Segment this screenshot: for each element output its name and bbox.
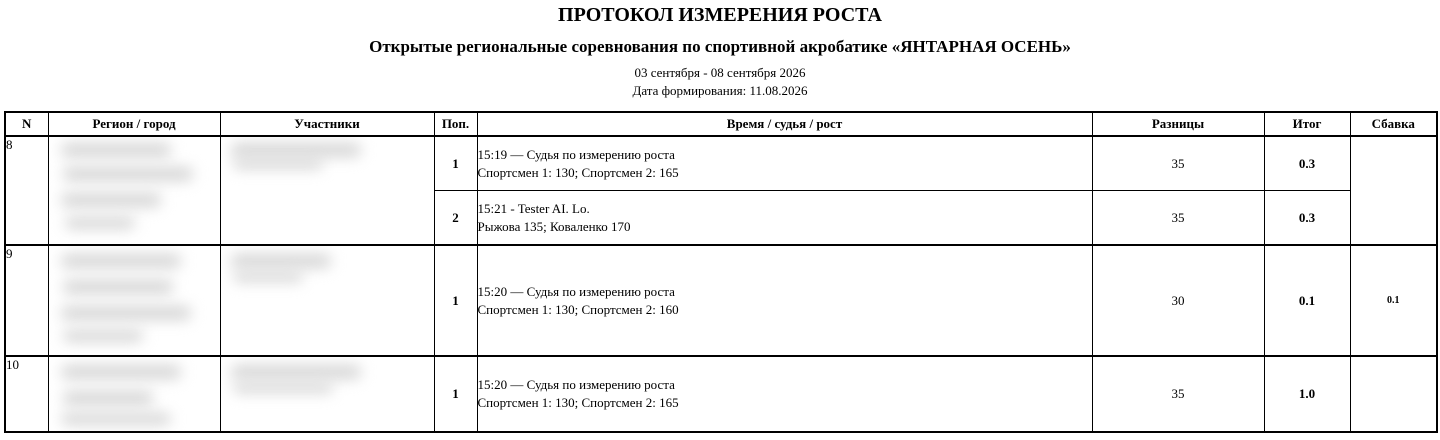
- attempt-number: 1: [434, 356, 477, 432]
- total-value: 0.1: [1264, 245, 1350, 356]
- attempt-number: 2: [434, 191, 477, 246]
- table-row: [5, 356, 1437, 432]
- column-header-n: N: [5, 112, 48, 136]
- table-row: [5, 136, 1437, 191]
- entry-number: 8: [5, 136, 48, 245]
- difference-value: 35: [1092, 191, 1264, 246]
- region-cell-redacted: [48, 136, 220, 245]
- protocol-title: ПРОТОКОЛ ИЗМЕРЕНИЯ РОСТА: [558, 4, 882, 26]
- participants-cell-redacted: [220, 356, 434, 432]
- column-header-region: Регион / город: [48, 112, 220, 136]
- table-row: [5, 245, 1437, 356]
- total-value: 1.0: [1264, 356, 1350, 432]
- difference-value: 35: [1092, 356, 1264, 432]
- height-protocol-table: [4, 111, 1438, 433]
- column-header-extra: Сбавка: [1350, 112, 1437, 136]
- difference-value: 35: [1092, 136, 1264, 191]
- table-header-row: [5, 112, 1437, 136]
- heights-line: Спортсмен 1: 130; Спортсмен 2: 165: [477, 395, 679, 410]
- judge-line: 15:19 — Судья по измерению роста: [477, 146, 675, 162]
- column-header-total: Итог: [1264, 112, 1350, 136]
- judge-line: 15:21 - Tester AI. Lo.: [477, 200, 590, 216]
- entry-number: 9: [5, 245, 48, 356]
- attempt-details: [477, 356, 1092, 432]
- attempt-details: [477, 191, 1092, 246]
- attempt-number: 1: [434, 136, 477, 191]
- heights-line: Спортсмен 1: 130; Спортсмен 2: 160: [477, 301, 679, 317]
- region-cell-redacted: [48, 245, 220, 356]
- entry-number: 10: [5, 356, 48, 432]
- deduction-value: [1350, 136, 1437, 245]
- heights-line: Спортсмен 1: 130; Спортсмен 2: 165: [477, 164, 679, 180]
- difference-value: 30: [1092, 245, 1264, 356]
- participants-cell-redacted: [220, 136, 434, 245]
- heights-line: Рыжова 135; Коваленко 170: [477, 218, 631, 234]
- total-value: 0.3: [1264, 191, 1350, 246]
- column-header-differences: Разницы: [1092, 112, 1264, 136]
- deduction-value: [1350, 356, 1437, 432]
- competition-dates: 03 сентября - 08 сентября 2026: [634, 65, 806, 80]
- region-cell-redacted: [48, 356, 220, 432]
- judge-line: 15:20 — Судья по измерению роста: [477, 377, 675, 392]
- column-header-time-judge-height: Время / судья / рост: [477, 112, 1092, 136]
- participants-cell-redacted: [220, 245, 434, 356]
- generation-date: Дата формирования: 11.08.2026: [632, 83, 808, 98]
- judge-line: 15:20 — Судья по измерению роста: [477, 283, 675, 299]
- column-header-attempt: Поп.: [434, 112, 477, 136]
- competition-name: Открытые региональные соревнования по спортивной акробатике «ЯНТАРНАЯ ОСЕНЬ»: [369, 37, 1071, 56]
- total-value: 0.3: [1264, 136, 1350, 191]
- attempt-details: [477, 245, 1092, 356]
- attempt-details: [477, 136, 1092, 191]
- column-header-participants: Участники: [220, 112, 434, 136]
- attempt-number: 1: [434, 245, 477, 356]
- deduction-value: 0.1: [1350, 245, 1437, 356]
